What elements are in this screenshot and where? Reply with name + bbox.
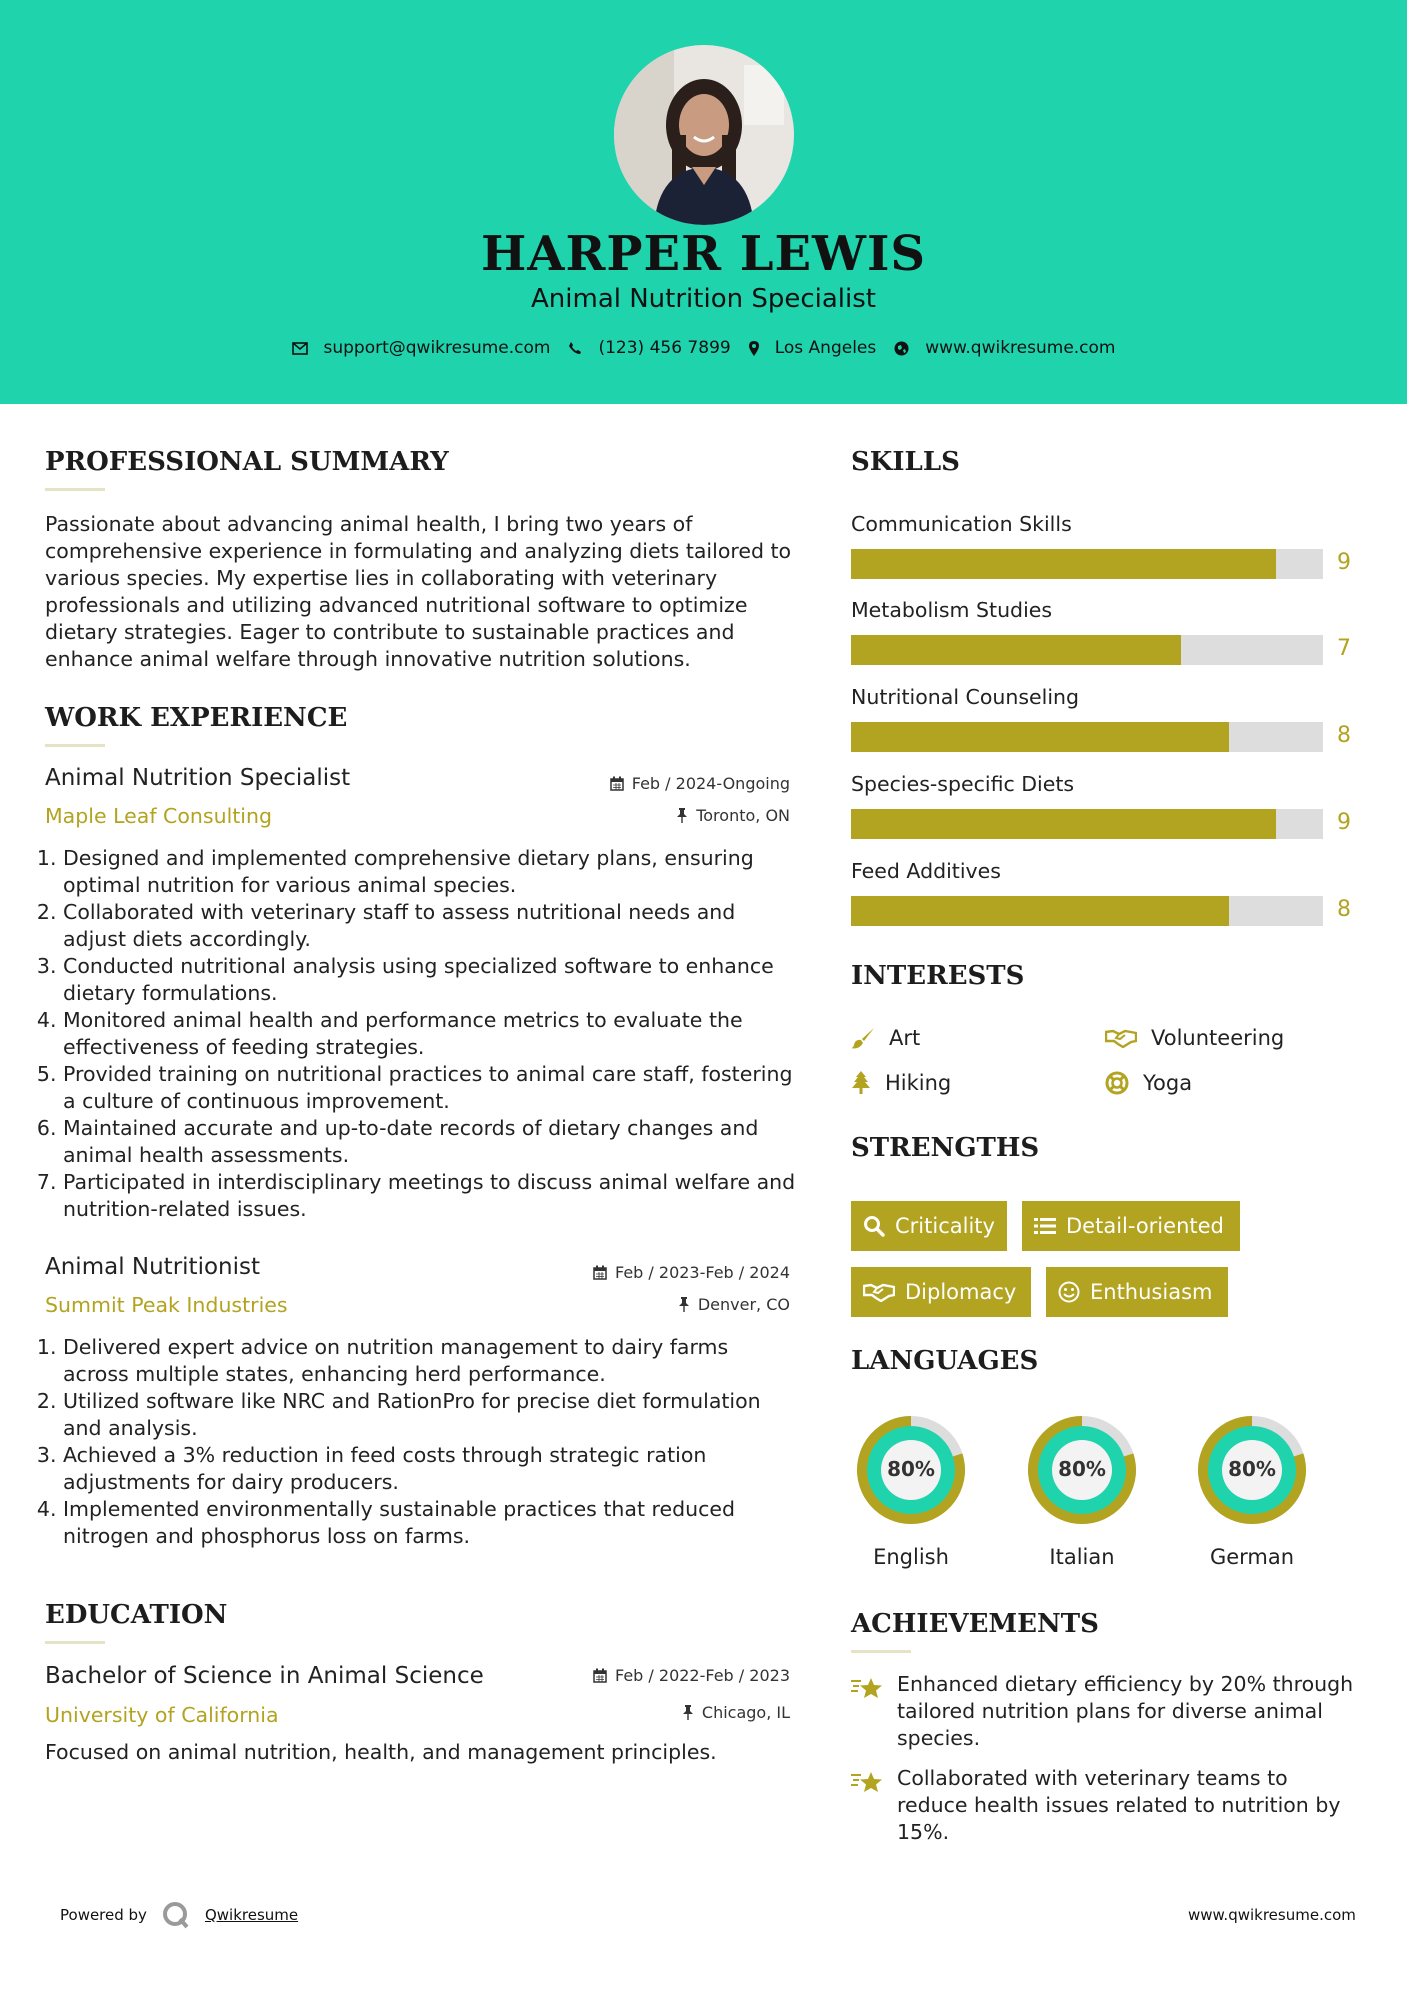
paintbrush-icon — [851, 1027, 875, 1049]
handshake-icon — [1105, 1028, 1137, 1048]
interest-item: Art — [851, 1026, 920, 1050]
skill-value: 9 — [1337, 810, 1351, 835]
shooting-star-icon — [851, 1769, 883, 1795]
candidate-title: Animal Nutrition Specialist — [531, 284, 876, 314]
interests-heading: INTERESTS — [851, 961, 1025, 991]
pushpin-icon — [676, 808, 688, 823]
list-item: 1. Designed and implemented comprehensive dietary plans, ensuring optimal nutrition for various animal species. — [63, 845, 800, 899]
achievements-divider — [851, 1650, 911, 1653]
resume-header — [0, 0, 1407, 404]
strength-chip: Detail-oriented — [1022, 1201, 1240, 1251]
map-pin-icon — [749, 341, 759, 356]
skill-bar — [851, 896, 1323, 926]
candidate-name: HARPER LEWIS — [480, 226, 927, 282]
contact-phone[interactable]: (123) 456 7899 — [568, 338, 730, 358]
list-item: 2. Collaborated with veterinary staff to assess nutritional needs and adjust diets accordingly. — [63, 899, 800, 953]
skill-value: 8 — [1337, 897, 1351, 922]
strength-chip: Diplomacy — [851, 1267, 1031, 1317]
job-dates: Feb / 2023-Feb / 2024 — [540, 1263, 790, 1282]
skill-name: Species-specific Diets — [851, 772, 1075, 796]
school-name: University of California — [45, 1703, 279, 1727]
calendar-icon — [593, 1668, 607, 1683]
skill-bar-fill — [851, 896, 1229, 926]
summary-heading: PROFESSIONAL SUMMARY — [45, 447, 449, 477]
skill-value: 7 — [1337, 636, 1351, 661]
contact-bar — [0, 338, 1407, 358]
list-item: 1. Delivered expert advice on nutrition management to dairy farms across multiple states, enhancing herd performance. — [63, 1334, 800, 1388]
skill-value: 8 — [1337, 723, 1351, 748]
job-title: Animal Nutrition Specialist — [45, 765, 351, 791]
job-location: Toronto, ON — [560, 806, 790, 825]
skill-bar-fill — [851, 809, 1276, 839]
education-heading: EDUCATION — [45, 1600, 228, 1630]
qwikresume-logo-icon — [161, 1900, 191, 1930]
skill-name: Nutritional Counseling — [851, 685, 1080, 709]
summary-divider — [45, 488, 105, 491]
skill-bar — [851, 809, 1323, 839]
contact-website[interactable]: www.qwikresume.com — [894, 338, 1115, 358]
language-name: German — [1209, 1545, 1295, 1569]
contact-location: Los Angeles — [749, 338, 877, 358]
strength-chip: Enthusiasm — [1046, 1267, 1228, 1317]
strengths-heading: STRENGTHS — [851, 1133, 1040, 1163]
search-icon — [863, 1215, 885, 1237]
list-item: 3. Achieved a 3% reduction in feed costs through strategic ration adjustments for dairy producers. — [63, 1442, 800, 1496]
skill-bar-fill — [851, 722, 1229, 752]
education-divider — [45, 1641, 105, 1644]
languages-heading: LANGUAGES — [851, 1346, 1039, 1376]
profile-photo — [614, 45, 794, 225]
skill-bar — [851, 722, 1323, 752]
phone-icon — [568, 341, 582, 355]
contact-email[interactable]: support@qwikresume.com — [292, 338, 551, 358]
list-item: 7. Participated in interdisciplinary meetings to discuss animal welfare and nutrition-related issues. — [63, 1169, 800, 1223]
list-item: 4. Implemented environmentally sustainable practices that reduced nitrogen and phosphorus loss on farms. — [63, 1496, 800, 1550]
job-location: Denver, CO — [560, 1295, 790, 1314]
calendar-icon — [593, 1265, 607, 1280]
lifebuoy-icon — [1105, 1071, 1129, 1095]
skill-bar — [851, 549, 1323, 579]
achievement-item: Enhanced dietary efficiency by 20% through tailored nutrition plans for diverse animal species. — [851, 1671, 1362, 1752]
language-name: Italian — [1049, 1545, 1115, 1569]
list-item: 6. Maintained accurate and up-to-date records of dietary changes and animal health assessments. — [63, 1115, 800, 1169]
experience-heading: WORK EXPERIENCE — [45, 703, 348, 733]
tree-icon — [851, 1071, 871, 1095]
interest-item: Hiking — [851, 1071, 951, 1095]
experience-divider — [45, 744, 105, 747]
smile-icon — [1058, 1281, 1080, 1303]
education-location: Chicago, IL — [560, 1703, 790, 1722]
job-title: Animal Nutritionist — [45, 1254, 260, 1280]
pushpin-icon — [682, 1705, 694, 1720]
envelope-icon — [292, 342, 308, 355]
list-item: 2. Utilized software like NRC and RationPro for precise diet formulation and analysis. — [63, 1388, 800, 1442]
language-percent: 80% — [887, 1457, 935, 1481]
list-item: 4. Monitored animal health and performance metrics to evaluate the effectiveness of feeding strategies. — [63, 1007, 800, 1061]
skill-name: Feed Additives — [851, 859, 1001, 883]
skill-bar-fill — [851, 549, 1276, 579]
job-company: Maple Leaf Consulting — [45, 804, 273, 828]
job-bullets — [45, 1334, 800, 1550]
handshake-icon — [863, 1282, 895, 1302]
list-item: 3. Conducted nutritional analysis using specialized software to enhance dietary formulations. — [63, 953, 800, 1007]
globe-icon — [894, 341, 909, 356]
shooting-star-icon — [851, 1675, 883, 1701]
education-description: Focused on animal nutrition, health, and management principles. — [45, 1740, 717, 1764]
summary-text: Passionate about advancing animal health, I bring two years of comprehensive experience in formulating and analyzing diets tailored to various species. My expertise lies in collaborating with veterinary professionals and utilizing advanced nutritional software to optimize dietary strategies. Eager to contribute to sustainable practices and enhance animal welfare through innovative nutrition solutions. — [45, 512, 792, 671]
achievement-item: Collaborated with veterinary teams to reduce health issues related to nutrition by 15%. — [851, 1765, 1362, 1846]
skill-bar — [851, 635, 1323, 665]
skill-bar-fill — [851, 635, 1181, 665]
language-percent: 80% — [1228, 1457, 1276, 1481]
skills-heading: SKILLS — [851, 447, 960, 477]
strength-chip: Criticality — [851, 1201, 1007, 1251]
pushpin-icon — [678, 1297, 690, 1312]
skill-name: Metabolism Studies — [851, 598, 1053, 622]
degree-title: Bachelor of Science in Animal Science — [45, 1663, 484, 1689]
interest-item: Yoga — [1105, 1071, 1192, 1095]
skill-name: Communication Skills — [851, 512, 1072, 536]
footer-powered: Powered by Qwikresume — [60, 1900, 298, 1930]
qwikresume-link[interactable]: Qwikresume — [204, 1906, 299, 1924]
list-icon — [1034, 1217, 1056, 1235]
language-name: English — [873, 1545, 949, 1569]
achievements-heading: ACHIEVEMENTS — [851, 1609, 1099, 1639]
skill-value: 9 — [1337, 550, 1351, 575]
job-bullets — [45, 845, 800, 1223]
job-dates: Feb / 2024-Ongoing — [560, 774, 790, 793]
list-item: 5. Provided training on nutritional practices to animal care staff, fostering a culture of continuous improvement. — [63, 1061, 800, 1115]
education-dates: Feb / 2022-Feb / 2023 — [540, 1666, 790, 1685]
language-percent: 80% — [1058, 1457, 1106, 1481]
interest-item: Volunteering — [1105, 1026, 1284, 1050]
job-company: Summit Peak Industries — [45, 1293, 288, 1317]
footer-url[interactable]: www.qwikresume.com — [1188, 1906, 1356, 1924]
calendar-icon — [610, 776, 624, 791]
